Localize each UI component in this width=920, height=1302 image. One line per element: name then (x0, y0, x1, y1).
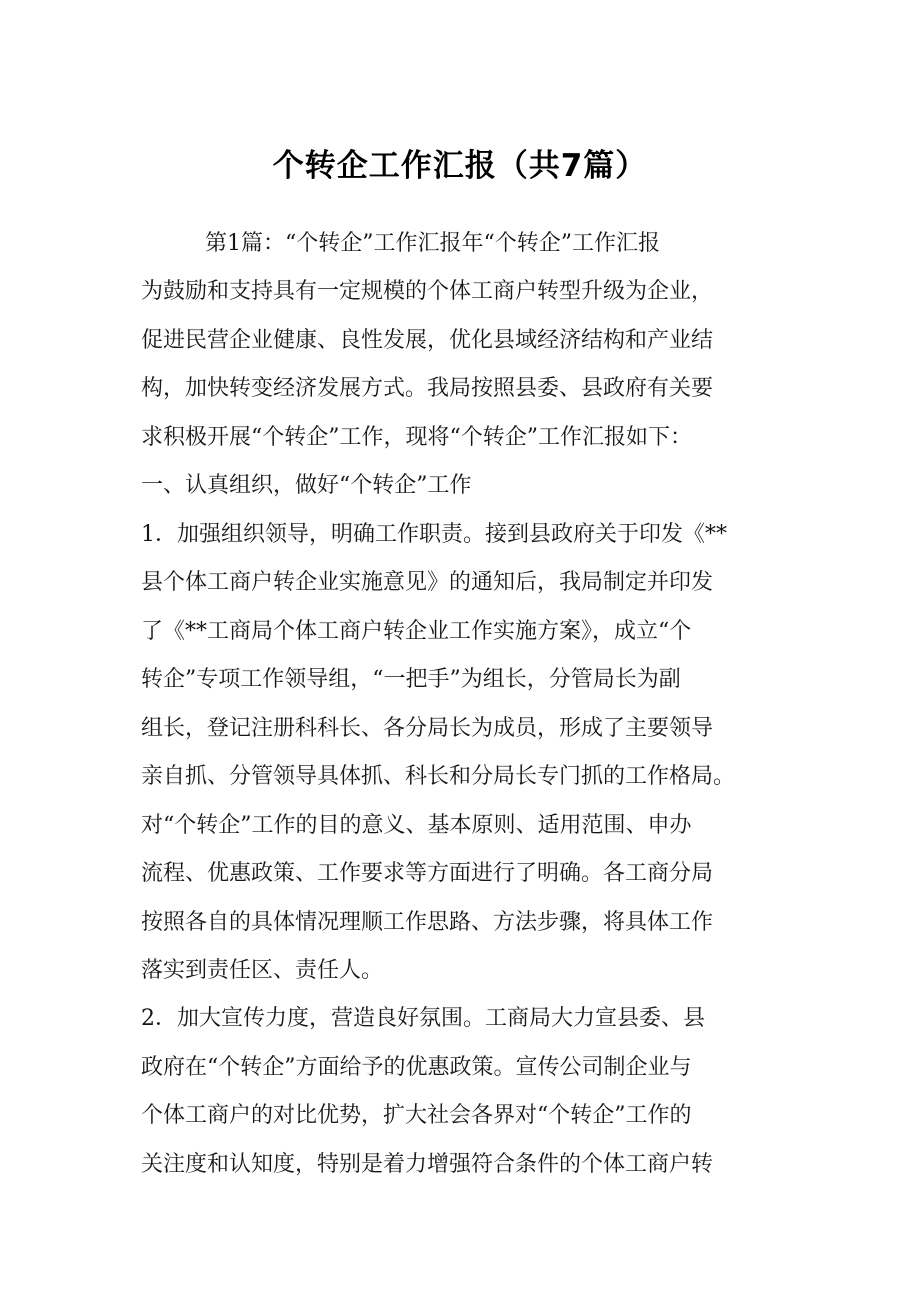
paragraph-line: 关注度和认知度，特别是着力增强符合条件的个体工商户转 (141, 1152, 714, 1177)
paragraph-line: 促进民营企业健康、良性发展，优化县域经济结构和产业结 (141, 328, 714, 353)
paragraph-line: 县个体工商户转企业实施意见》的通知后，我局制定并印发 (141, 570, 714, 595)
paragraph-line: 个体工商户的对比优势，扩大社会各界对“个转企”工作的 (141, 1103, 692, 1128)
paragraph-line: 第1篇：“个转企”工作汇报年“个转企”工作汇报 (205, 231, 660, 256)
paragraph-line: 流程、优惠政策、工作要求等方面进行了明确。各工商分局 (141, 861, 714, 886)
paragraph-line: 为鼓励和支持具有一定规模的个体工商户转型升级为企业， (141, 279, 714, 304)
paragraph-line: 转企”专项工作领导组，“一把手”为组长，分管局长为副 (141, 667, 681, 692)
document-title: 个转企工作汇报（共7篇） (272, 148, 648, 184)
paragraph-line: 落实到责任区、责任人。 (141, 958, 384, 983)
section-heading: 一、认真组织，做好“个转企”工作 (141, 473, 472, 498)
paragraph-line: 组长，登记注册科科长、各分局长为成员，形成了主要领导 (141, 716, 714, 741)
paragraph-line: 2．加大宣传力度，营造良好氛围。工商局大力宣县委、县 (141, 1006, 705, 1031)
paragraph-line: 构，加快转变经济发展方式。我局按照县委、县政府有关要 (141, 376, 714, 401)
paragraph-line: 了《**工商局个体工商户转企业工作实施方案》，成立“个 (141, 619, 692, 644)
paragraph-line: 求积极开展“个转企”工作，现将“个转企”工作汇报如下： (141, 425, 692, 450)
paragraph-line: 1．加强组织领导，明确工作职责。接到县政府关于印发《** (141, 522, 727, 547)
paragraph-line: 亲自抓、分管领导具体抓、科长和分局长专门抓的工作格局。 (141, 764, 736, 789)
paragraph-line: 按照各自的具体情况理顺工作思路、方法步骤，将具体工作 (141, 910, 714, 935)
paragraph-line: 对“个转企”工作的目的意义、基本原则、适用范围、申办 (141, 813, 692, 838)
paragraph-line: 政府在“个转企”方面给予的优惠政策。宣传公司制企业与 (141, 1055, 692, 1080)
